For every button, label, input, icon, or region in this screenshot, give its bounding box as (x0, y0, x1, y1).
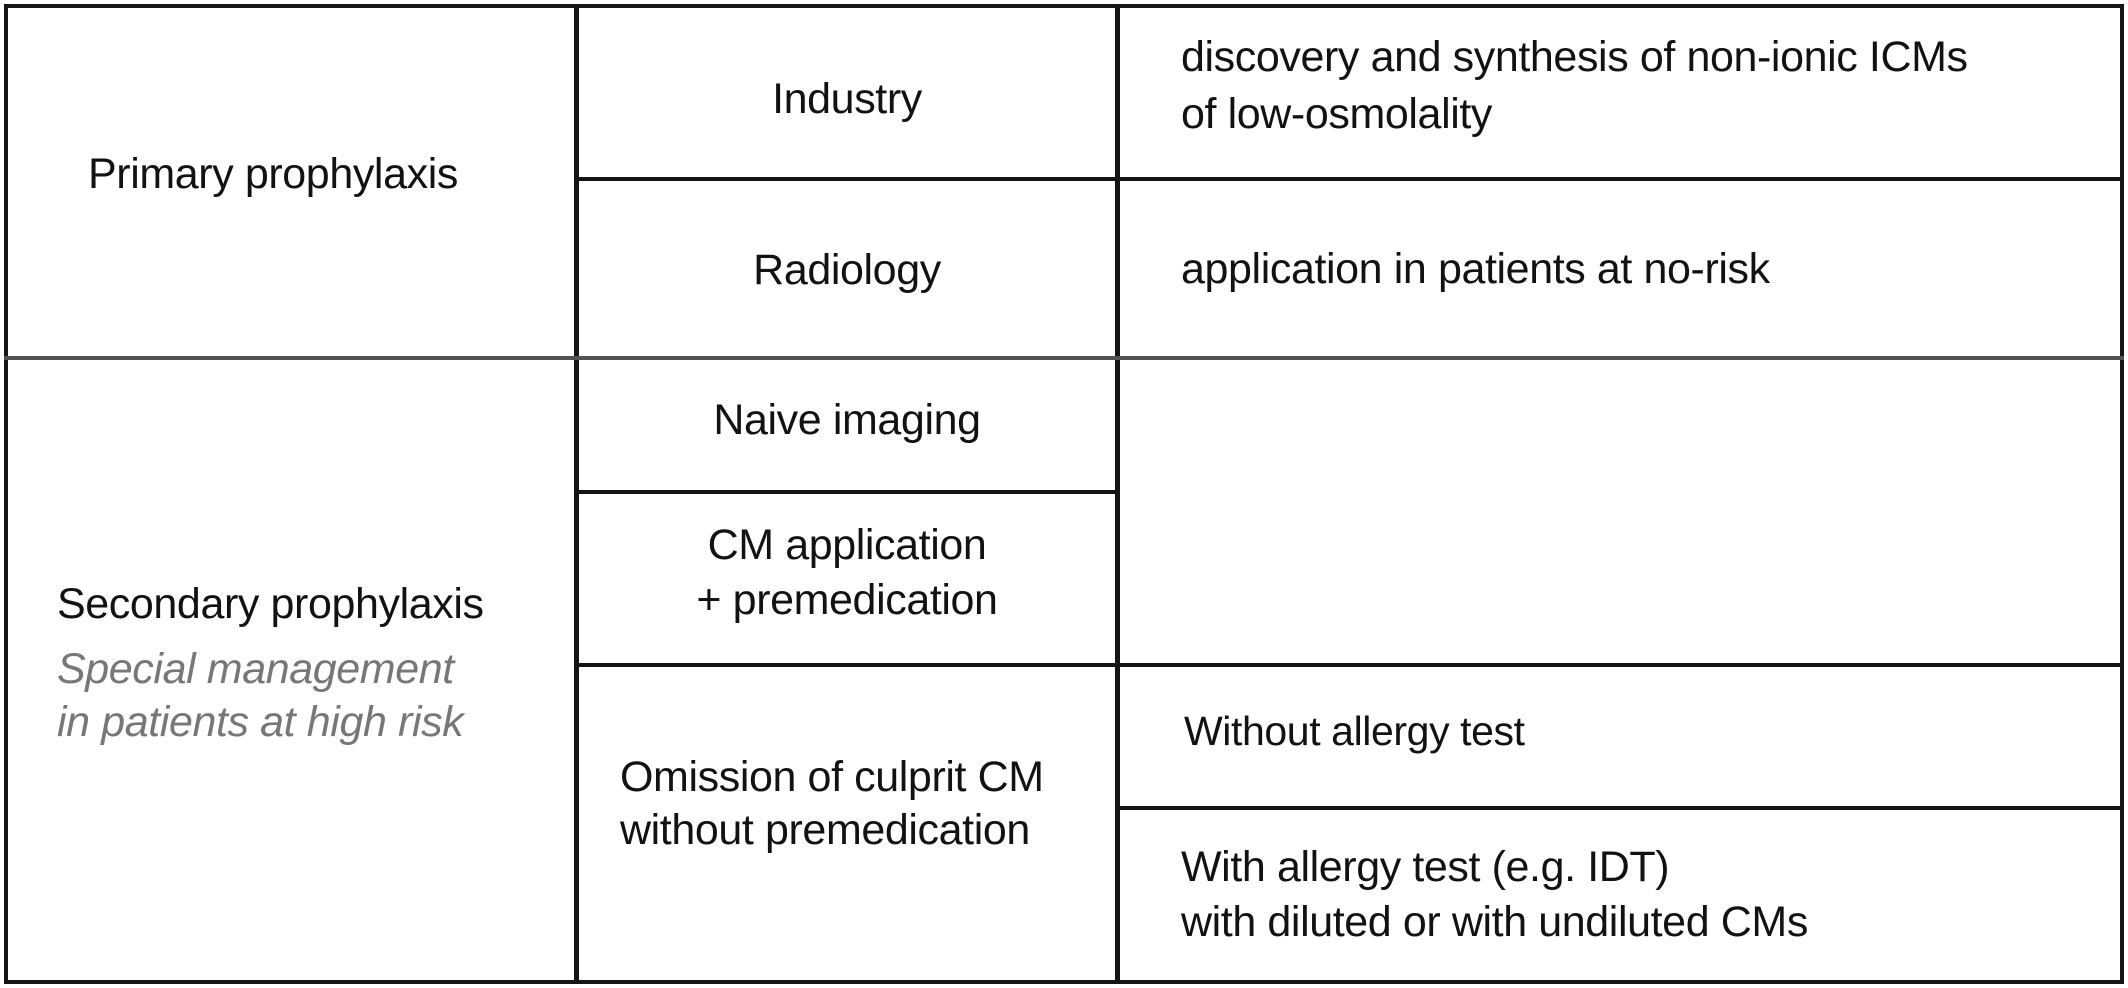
primary-prophylaxis-label: Primary prophylaxis (88, 150, 458, 198)
cm-application-line-1: CM application (707, 521, 987, 569)
cm-omission-divider (574, 663, 2124, 667)
industry-description-line-2: of low-osmolality (1181, 90, 1493, 138)
column-divider-2 (1115, 4, 1120, 984)
with-allergy-test-line-2: with diluted or with undiluted CMs (1181, 898, 1808, 946)
naive-cm-divider (574, 490, 1120, 494)
table-border-bottom (4, 980, 2124, 984)
cm-application-line-2: + premedication (696, 576, 998, 624)
allergy-test-divider (1115, 806, 2124, 810)
radiology-label: Radiology (753, 246, 941, 294)
industry-description-line-1: discovery and synthesis of non-ionic ICMs (1181, 33, 1968, 81)
with-allergy-test-line-1: With allergy test (e.g. IDT) (1181, 843, 1670, 891)
industry-radiology-divider (574, 177, 2124, 181)
omission-culprit-cm-line-2: without premedication (620, 806, 1030, 854)
industry-label: Industry (772, 75, 922, 123)
omission-culprit-cm-line-1: Omission of culprit CM (620, 753, 1044, 801)
special-management-line-1: Special management (57, 645, 454, 693)
without-allergy-test-label: Without allergy test (1184, 708, 1525, 754)
radiology-description: application in patients at no-risk (1181, 245, 1770, 293)
table-border-left (4, 4, 8, 984)
table-border-top (4, 4, 2124, 8)
table-border-right (2120, 4, 2124, 984)
special-management-line-2: in patients at high risk (57, 698, 464, 746)
primary-secondary-divider (4, 356, 2124, 360)
secondary-prophylaxis-label: Secondary prophylaxis (57, 580, 484, 628)
column-divider-1 (574, 4, 579, 984)
naive-imaging-label: Naive imaging (713, 396, 981, 444)
